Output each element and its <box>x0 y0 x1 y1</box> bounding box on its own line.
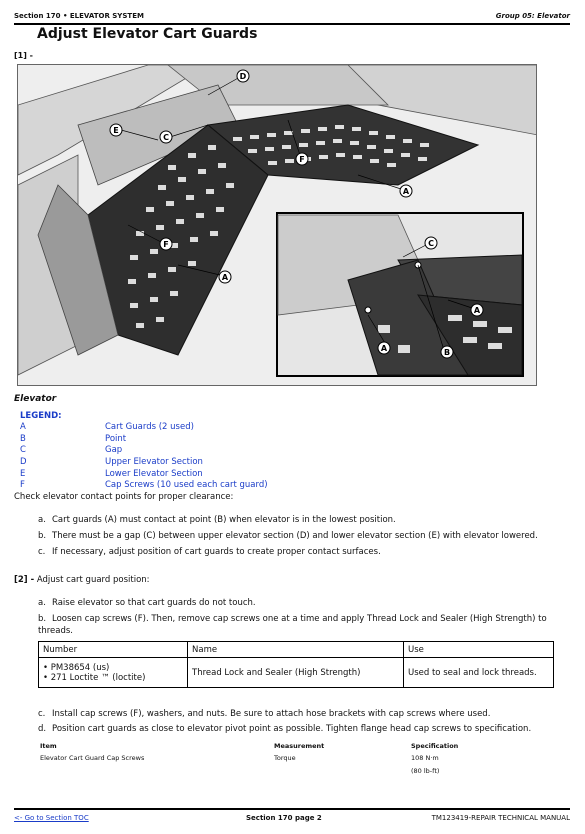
legend-item <box>20 445 420 457</box>
list-marker: c. <box>38 709 46 719</box>
legend-key: A <box>20 422 26 432</box>
page-footer <box>14 808 570 828</box>
callout-a-inset-right: A <box>473 306 481 315</box>
legend-item <box>20 422 420 434</box>
list-text: Loosen cap screws (F). Then, remove cap screws one at a time and apply Thread Lock and Sealer (High Strength) to <box>52 614 547 624</box>
callout-f-upper: F <box>299 155 305 164</box>
legend-item <box>20 469 420 481</box>
check-instruction: Check elevator contact points for proper clearance: <box>14 492 234 502</box>
legend-key: F <box>20 480 25 491</box>
page-title: Adjust Elevator Cart Guards <box>37 26 258 42</box>
part-numbers-cell <box>39 658 188 688</box>
list-text: If necessary, adjust position of cart guards to create proper contact surfaces. <box>52 547 381 557</box>
legend-item <box>20 457 420 469</box>
list-text: Cart guards (A) must contact at point (B) when elevator is in the lowest position. <box>52 515 396 525</box>
legend-value: Cap Screws (10 used each cart guard) <box>105 480 268 491</box>
elevator-illustration <box>17 64 537 386</box>
list-text: There must be a gap (C) between upper elevator section (D) and lower elevator section (E) with elevator lowered. <box>52 531 538 541</box>
legend-value: Cart Guards (2 used) <box>105 422 194 432</box>
spec-item: Elevator Cart Guard Cap Screws <box>40 753 145 762</box>
callout-d: D <box>239 72 247 81</box>
material-use-cell: Used to seal and lock threads. <box>404 658 554 688</box>
part-number: • 271 Loctite ™ (loctite) <box>43 673 183 683</box>
legend-key: E <box>20 468 26 479</box>
spec-header: Specification <box>411 741 459 750</box>
legend-key: D <box>20 457 27 468</box>
list-marker: a. <box>38 515 46 525</box>
callout-a-upper: A <box>402 187 410 196</box>
list-marker: d. <box>38 724 47 734</box>
legend-value: Gap <box>105 445 123 456</box>
legend-item <box>20 480 420 492</box>
list-text: Position cart guards as close to elevator pivot point as possible. Tighten flange head cap screws to specification. <box>52 724 532 734</box>
callout-f-lower: F <box>163 240 169 249</box>
column-header: Number <box>39 642 188 658</box>
spec-row <box>38 764 558 777</box>
column-header: Use <box>404 642 554 658</box>
table-row <box>39 658 554 688</box>
callout-a-inset-left: A <box>380 344 388 353</box>
group-title: Group 05: Elevator <box>495 12 570 20</box>
spec-header: Measurement <box>274 741 325 750</box>
legend <box>20 422 420 492</box>
section-title: Section 170 • ELEVATOR SYSTEM <box>14 12 144 20</box>
elevator-drawing <box>18 65 537 386</box>
list-marker: c. <box>38 547 46 557</box>
figure-caption: Elevator <box>14 394 57 404</box>
spec-value-metric: 108 N·m <box>411 753 439 762</box>
column-header: Name <box>188 642 404 658</box>
legend-value: Upper Elevator Section <box>105 457 203 468</box>
spec-header: Item <box>40 741 57 750</box>
list-text: Raise elevator so that cart guards do not touch. <box>52 598 256 608</box>
step-2-text: Adjust cart guard position: <box>36 575 150 585</box>
legend-value: Lower Elevator Section <box>105 468 203 479</box>
section-toc-link[interactable]: <- Go to Section TOC <box>14 814 89 822</box>
list-text: Install cap screws (F), washers, and nuts. Be sure to attach hose brackets with cap screws where used. <box>52 709 491 719</box>
callout-a-lower: A <box>221 273 229 282</box>
legend-value: Point <box>105 433 127 444</box>
manual-name: TM123419-REPAIR TECHNICAL MANUAL <box>431 814 570 822</box>
legend-title: LEGEND: <box>20 411 62 421</box>
spec-header-row <box>38 740 558 751</box>
step-1-label: [1] - <box>14 51 33 60</box>
legend-key: B <box>20 433 26 444</box>
spec-measurement: Torque <box>274 753 296 762</box>
part-number: • PM38654 (us) <box>43 663 183 673</box>
step-2 <box>14 575 150 586</box>
list-marker: a. <box>38 598 46 608</box>
legend-key: C <box>20 445 26 456</box>
list-marker: b. <box>38 531 47 541</box>
list-text-continued: threads. <box>38 626 73 636</box>
page-number: Section 170 page 2 <box>246 814 322 822</box>
table-header-row <box>39 642 554 658</box>
legend-item <box>20 434 420 446</box>
specification-table <box>38 740 558 777</box>
callout-e: E <box>113 126 119 135</box>
materials-table <box>38 641 554 688</box>
list-marker: b. <box>38 614 47 624</box>
step-2-label: [2] - <box>14 575 35 585</box>
spec-value-imperial: (80 lb-ft) <box>411 766 440 775</box>
callout-c: C <box>163 133 169 142</box>
callout-c-inset: C <box>428 239 434 248</box>
material-name-cell: Thread Lock and Sealer (High Strength) <box>188 658 404 688</box>
callout-b-inset: B <box>443 348 451 357</box>
spec-row <box>38 751 558 764</box>
page-header <box>14 11 570 25</box>
